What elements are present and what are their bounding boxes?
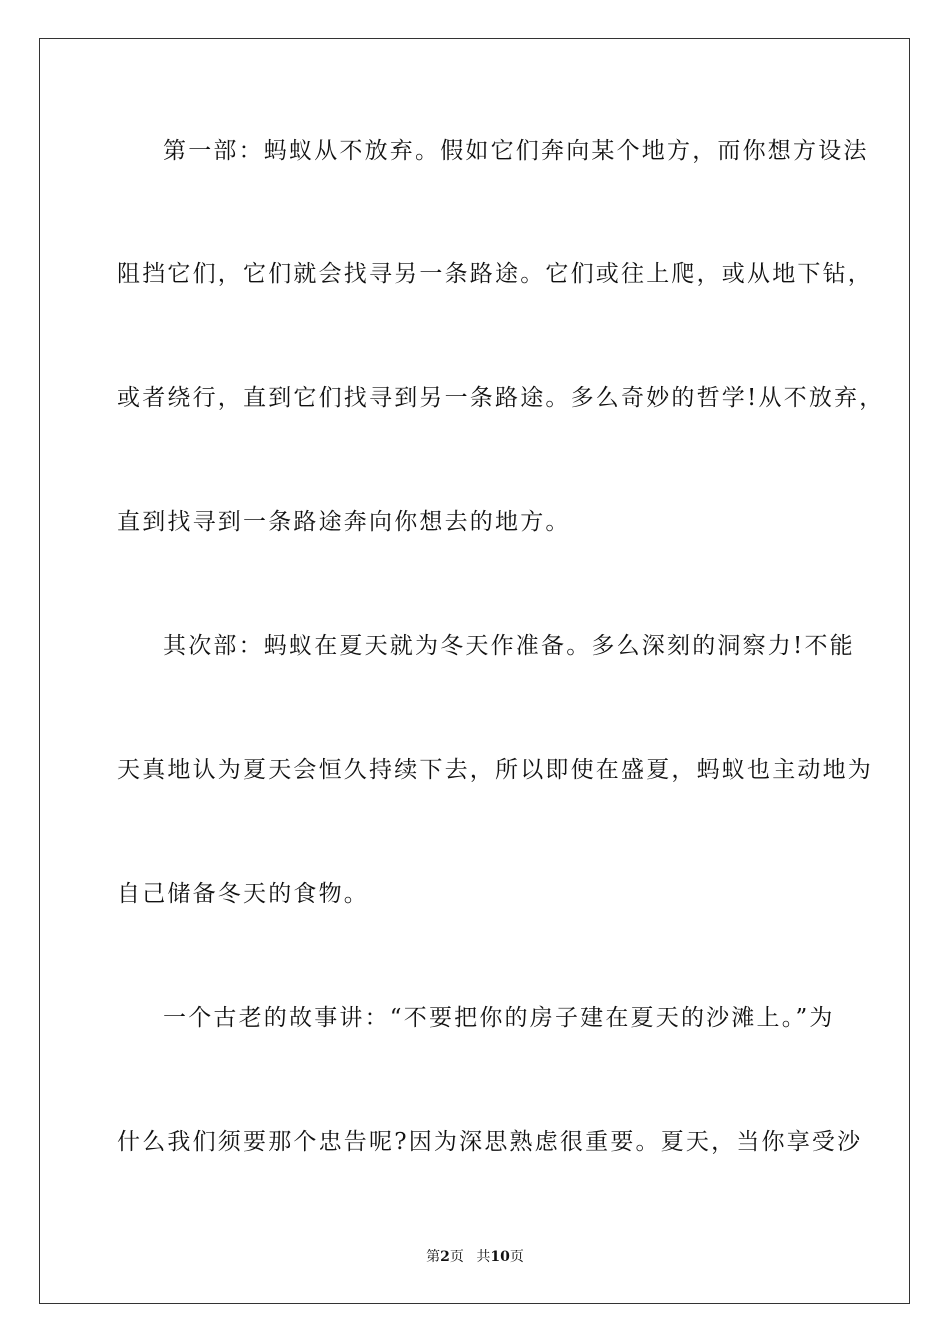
paragraph-2-line-2: 天真地认为夏天会恒久持续下去，所以即使在盛夏，蚂蚁也主动地为 bbox=[117, 757, 873, 783]
paragraph-2-line-1: 其次部：蚂蚁在夏天就为冬天作准备。多么深刻的洞察力!不能 bbox=[163, 633, 855, 659]
paragraph-2-line-3: 自己储备冬天的食物。 bbox=[117, 881, 369, 907]
paragraph-1-line-4: 直到找寻到一条路途奔向你想去的地方。 bbox=[117, 509, 571, 535]
page-footer bbox=[0, 1248, 950, 1266]
page-border bbox=[39, 38, 910, 1304]
paragraph-3-line-2: 什么我们须要那个忠告呢?因为深思熟虑很重要。夏天，当你享受沙 bbox=[117, 1129, 863, 1155]
total-pages-indicator: 共10页 bbox=[476, 1249, 524, 1265]
paragraph-1-line-2: 阻挡它们，它们就会找寻另一条路途。它们或往上爬，或从地下钻， bbox=[117, 261, 873, 287]
page-indicator: 第2页 bbox=[426, 1249, 464, 1265]
paragraph-3-line-1: 一个古老的故事讲：“不要把你的房子建在夏天的沙滩上。”为 bbox=[163, 1005, 835, 1031]
paragraph-1-line-3: 或者绕行，直到它们找寻到另一条路途。多么奇妙的哲学!从不放弃， bbox=[117, 385, 885, 411]
paragraph-1-line-1: 第一部：蚂蚁从不放弃。假如它们奔向某个地方，而你想方设法 bbox=[163, 138, 869, 164]
